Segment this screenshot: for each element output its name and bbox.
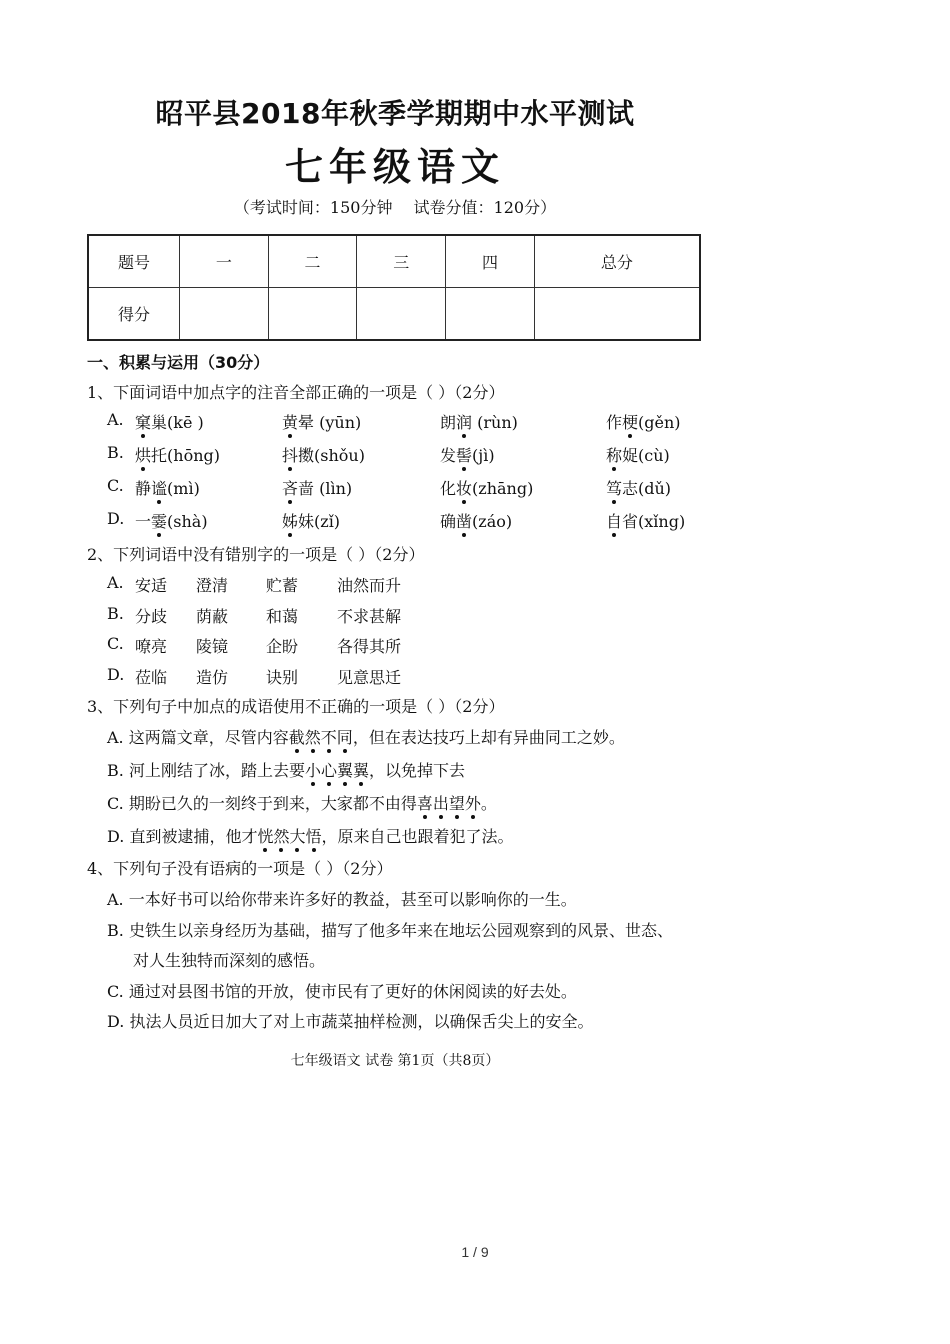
sentence-text: ，以免掉下去 — [369, 761, 466, 780]
sentence-text: 史铁生以亲身经历为基础，描写了他多年来在地坛公园观察到的风景、世态、 — [128, 920, 673, 940]
score-cell — [357, 288, 446, 341]
pinyin-item — [606, 410, 681, 433]
word-item: 油然而升 — [337, 576, 402, 595]
pinyin-text: 省(xǐng) — [622, 512, 686, 531]
sentence-option — [107, 887, 577, 910]
sentence-text: ，但在表达技巧上却有异曲同工之妙。 — [352, 728, 625, 747]
exam-info: （考试时间：150分钟 试卷分值：120分） — [233, 198, 557, 217]
option-label: B. — [107, 443, 124, 462]
pinyin-text: 妹(zǐ) — [298, 512, 341, 531]
option-label: B. — [107, 920, 129, 940]
word-item: 不求甚解 — [337, 606, 402, 626]
score-table-header-row — [88, 235, 700, 288]
pinyin-text: 托(hōng) — [151, 446, 220, 465]
dotted-char: 恍 — [257, 824, 273, 847]
pinyin-item — [440, 443, 495, 466]
question-3-stem: 3、下列句子中加点的成语使用不正确的一项是（ ）（2分） — [87, 697, 505, 716]
word-item: 企盼 — [266, 637, 299, 656]
word-item: 分歧 — [135, 606, 168, 626]
word-item: 安适 — [135, 576, 168, 595]
word-item: 造仿 — [196, 667, 229, 687]
question-4-stem: 4、下列句子没有语病的一项是（ ）（2分） — [87, 859, 393, 878]
dotted-char: 翼 — [353, 758, 369, 781]
plain-char: 化 — [440, 479, 457, 498]
pinyin-item — [135, 443, 220, 466]
score-header-cell: 题号 — [88, 235, 180, 288]
dotted-char: 翼 — [337, 758, 353, 781]
dotted-char: 谧 — [151, 476, 167, 499]
pinyin-text: (jì) — [472, 446, 495, 465]
page-indicator: 1 / 9 — [461, 1244, 489, 1260]
plain-char: 静 — [135, 479, 152, 498]
pinyin-item — [440, 476, 533, 499]
pinyin-text: (rùn) — [472, 413, 518, 432]
pinyin-item — [282, 509, 340, 532]
option-label: A. — [107, 890, 129, 909]
dotted-char: 霎 — [151, 509, 167, 532]
word-item: 荫蔽 — [196, 606, 229, 626]
dotted-char: 烘 — [135, 443, 151, 466]
pinyin-text: (zhāng) — [472, 479, 534, 498]
score-header-cell: 三 — [357, 235, 446, 288]
option-label: B. — [107, 761, 129, 780]
pinyin-item — [282, 410, 361, 433]
score-cell — [180, 288, 269, 341]
sentence-text: 对人生独特而深刻的感悟。 — [133, 951, 326, 970]
dotted-char: 笃 — [606, 476, 622, 499]
plain-char: 发 — [440, 446, 457, 465]
dotted-char: 自 — [606, 509, 622, 532]
dotted-char: 心 — [321, 758, 337, 781]
score-table-score-row — [88, 288, 700, 341]
plain-char: 确 — [440, 512, 457, 531]
pinyin-text: (záo) — [472, 512, 513, 531]
dotted-char: 黄 — [282, 410, 298, 433]
dotted-char: 同 — [337, 725, 353, 748]
option-label: D. — [107, 509, 125, 528]
pinyin-item — [606, 509, 685, 532]
dotted-char: 吝 — [282, 476, 298, 499]
pinyin-text: 娖(cù) — [622, 446, 670, 465]
score-header-cell: 四 — [446, 235, 535, 288]
word-item: 见意思迁 — [337, 667, 402, 687]
pinyin-item — [440, 410, 518, 433]
word-item: 各得其所 — [337, 637, 402, 656]
word-item: 嘹亮 — [135, 637, 168, 656]
sentence-option — [107, 791, 497, 814]
dotted-char: 外 — [465, 791, 481, 814]
dotted-char: 大 — [289, 824, 305, 847]
pinyin-item — [135, 476, 200, 499]
pinyin-item — [440, 509, 512, 532]
pinyin-text: 擞(shǒu) — [298, 446, 365, 465]
option-label: A. — [107, 728, 129, 747]
dotted-char: 梗 — [622, 410, 638, 433]
pinyin-text: 啬 (lìn) — [298, 479, 353, 498]
dotted-char: 小 — [305, 758, 321, 781]
sentence-text: 这两篇文章，尽管内容 — [128, 728, 289, 747]
score-cell — [268, 288, 357, 341]
sentence-option — [107, 725, 625, 748]
dotted-char: 出 — [433, 791, 449, 814]
pinyin-text: (gěn) — [638, 413, 681, 432]
sentence-option — [133, 948, 325, 971]
sentence-option — [107, 1009, 593, 1032]
dotted-char: 髻 — [456, 443, 472, 466]
option-label: B. — [107, 603, 124, 623]
sentence-text: ，原来自己也跟着犯了法。 — [321, 827, 514, 846]
option-label: A. — [107, 573, 124, 592]
score-cell — [446, 288, 535, 341]
dotted-char: 姊 — [282, 509, 298, 532]
dotted-char: 喜 — [417, 791, 433, 814]
option-label: C. — [107, 634, 124, 653]
score-header-cell: 一 — [180, 235, 269, 288]
dotted-char: 然 — [305, 725, 321, 748]
option-label: D. — [107, 1012, 130, 1031]
sentence-option — [107, 824, 514, 847]
question-2-stem: 2、下列词语中没有错别字的一项是（ ）（2分） — [87, 545, 425, 564]
word-item: 莅临 — [135, 667, 168, 687]
word-item: 澄清 — [196, 576, 229, 595]
option-label: C. — [107, 476, 124, 495]
dotted-char: 窠 — [135, 410, 151, 433]
pinyin-text: (shà) — [167, 512, 208, 531]
pinyin-item — [606, 476, 671, 499]
plain-char: 一 — [135, 512, 152, 531]
sentence-text: 通过对县图书馆的开放，使市民有了更好的休闲阅读的好去处。 — [128, 981, 577, 1001]
dotted-char: 妆 — [456, 476, 472, 499]
dotted-char: 然 — [273, 824, 289, 847]
section-heading: 一、积累与运用（30分） — [87, 353, 270, 372]
dotted-char: 凿 — [456, 509, 472, 532]
word-item: 和蔼 — [266, 606, 299, 626]
score-header-cell: 二 — [268, 235, 357, 288]
page-footer: 七年级语文 试卷 第1页（共8页） — [290, 1053, 500, 1069]
pinyin-item — [282, 476, 352, 499]
score-table — [87, 234, 701, 341]
subject-title: 七年级语文 — [284, 144, 505, 189]
word-item: 诀别 — [266, 667, 299, 687]
plain-char: 作 — [606, 413, 623, 432]
option-label: A. — [107, 410, 124, 429]
word-item: 贮蓄 — [266, 576, 299, 595]
sentence-text: 一本好书可以给你带来许多好的教益，甚至可以影响你的一生。 — [128, 890, 577, 909]
sentence-text: 直到被逮捕，他才 — [129, 827, 258, 846]
score-row-label: 得分 — [88, 288, 180, 341]
pinyin-text: (mì) — [167, 479, 200, 498]
score-header-cell: 总分 — [534, 235, 700, 288]
dotted-char: 望 — [449, 791, 465, 814]
option-label: D. — [107, 827, 130, 846]
dotted-char: 称 — [606, 443, 622, 466]
sentence-option — [107, 918, 673, 941]
word-item: 陵镜 — [196, 637, 229, 656]
sentence-text: 执法人员近日加大了对上市蔬菜抽样检测，以确保舌尖上的安全。 — [129, 1012, 594, 1031]
dotted-char: 抖 — [282, 443, 298, 466]
sentence-option — [107, 979, 577, 1002]
pinyin-item — [606, 443, 670, 466]
question-1-stem: 1、下面词语中加点字的注音全部正确的一项是（ ）（2分） — [87, 383, 505, 402]
sentence-text: 。 — [480, 794, 497, 813]
pinyin-text: 晕 (yūn) — [298, 413, 362, 432]
exam-title: 昭平县2018年秋季学期期中水平测试 — [155, 97, 635, 130]
option-label: C. — [107, 981, 129, 1001]
pinyin-text: 志(dǔ) — [622, 479, 672, 498]
option-label: D. — [107, 664, 125, 684]
score-cell — [534, 288, 700, 341]
dotted-char: 截 — [289, 725, 305, 748]
pinyin-item — [135, 410, 204, 433]
dotted-char: 悟 — [306, 824, 322, 847]
dotted-char: 润 — [456, 410, 472, 433]
pinyin-text: 巢(kē ) — [151, 413, 204, 432]
pinyin-item — [282, 443, 365, 466]
pinyin-item — [135, 509, 208, 532]
sentence-option — [107, 758, 465, 781]
plain-char: 朗 — [440, 413, 457, 432]
option-label: C. — [107, 794, 129, 813]
dotted-char: 不 — [321, 725, 337, 748]
sentence-text: 期盼已久的一刻终于到来，大家都不由得 — [128, 794, 417, 813]
sentence-text: 河上刚结了冰，踏上去要 — [128, 761, 305, 780]
